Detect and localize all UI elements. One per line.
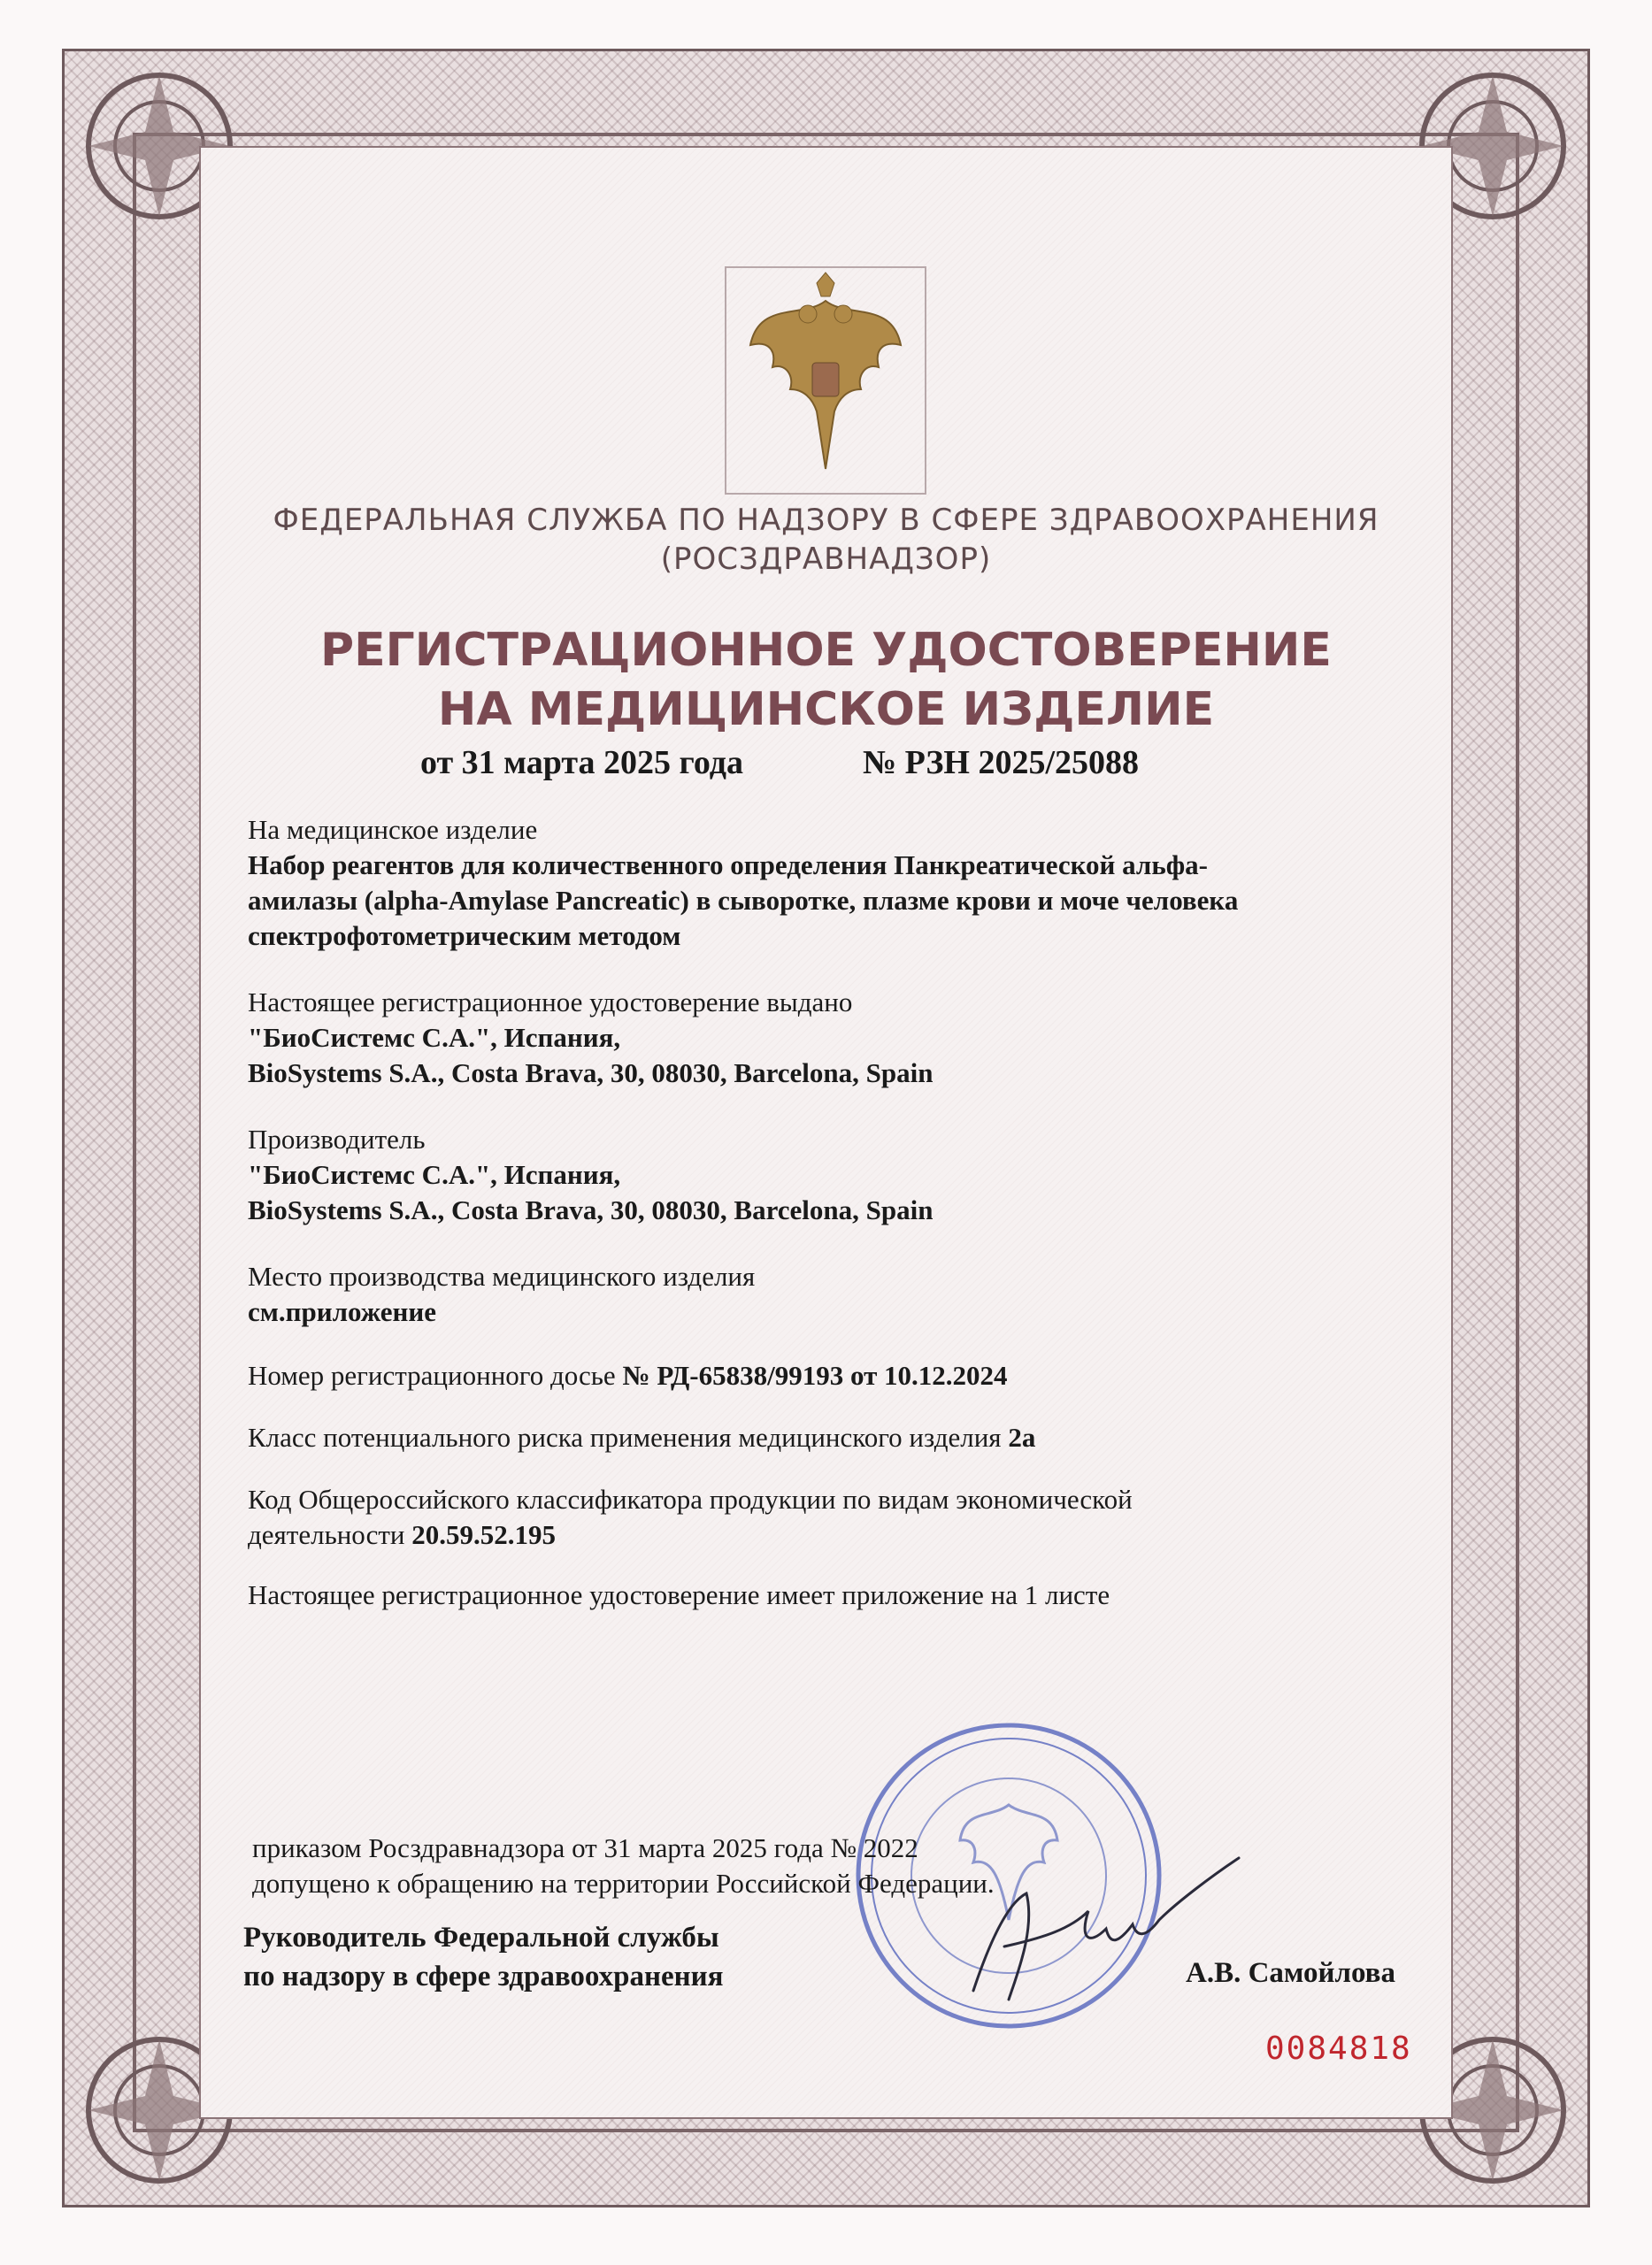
- issued-to-section: [248, 985, 1460, 1091]
- okpd-section: [248, 1482, 1460, 1553]
- production-site-label: Место производства медицинского изделия: [248, 1261, 756, 1292]
- signatory-position-line1: Руководитель Федеральной службы: [243, 1922, 719, 1954]
- manufacturer-section: [248, 1122, 1460, 1228]
- okpd-value: 20.59.52.195: [411, 1519, 556, 1550]
- device-label: На медицинское изделие: [248, 814, 538, 845]
- device-section: [248, 812, 1460, 954]
- device-name-line1: Набор реагентов для количественного определения Панкреатической альфа-: [248, 849, 1208, 880]
- signatory-name: А.В. Самойлова: [1186, 1957, 1395, 1989]
- agency-abbreviation: (РОСЗДРАВНАДЗОР): [660, 541, 992, 577]
- risk-class-section: [248, 1420, 1460, 1455]
- manufacturer-line1: "БиоСистемс С.А.", Испания,: [248, 1159, 621, 1190]
- production-site-value: см.приложение: [248, 1296, 437, 1327]
- manufacturer-label: Производитель: [248, 1124, 426, 1155]
- order-line1: приказом Росздравнадзора от 31 марта 2025 года № 2022: [252, 1832, 918, 1863]
- manufacturer-line2: BioSystems S.A., Costa Brava, 30, 08030, Barcelona, Spain: [248, 1194, 934, 1225]
- device-name-line2: амилазы (alpha-Amylase Pancreatic) в сыворотке, плазме крови и моче человека: [248, 885, 1239, 916]
- dossier-section: [248, 1358, 1460, 1394]
- registration-number: № РЗН 2025/25088: [863, 744, 1140, 781]
- document-title-line2: НА МЕДИЦИНСКОЕ ИЗДЕЛИЕ: [437, 683, 1215, 736]
- dossier-label: Номер регистрационного досье: [248, 1360, 623, 1391]
- coat-of-arms-emblem: [724, 265, 927, 495]
- issue-date: от 31 марта 2025 года: [420, 744, 743, 781]
- production-site-section: [248, 1259, 1460, 1330]
- signatory-position: [243, 1918, 724, 1996]
- okpd-label-line2: деятельности: [248, 1519, 412, 1550]
- serial-number: 0084818: [1265, 2031, 1412, 2067]
- issued-to-label: Настоящее регистрационное удостоверение выдано: [248, 987, 853, 1017]
- device-name-line3: спектрофотометрическим методом: [248, 920, 681, 951]
- risk-class-value: 2а: [1008, 1422, 1036, 1453]
- agency-name: ФЕДЕРАЛЬНАЯ СЛУЖБА ПО НАДЗОРУ В СФЕРЕ ЗДРАВООХРАНЕНИЯ: [273, 503, 1379, 538]
- document-title-line1: РЕГИСТРАЦИОННОЕ УДОСТОВЕРЕНИЕ: [320, 624, 1332, 677]
- signatory-position-line2: по надзору в сфере здравоохранения: [243, 1961, 724, 1992]
- risk-class-label: Класс потенциального риска применения медицинского изделия: [248, 1422, 1009, 1453]
- appendix-note: Настоящее регистрационное удостоверение имеет приложение на 1 листе: [248, 1579, 1110, 1610]
- dossier-value: № РД-65838/99193 от 10.12.2024: [622, 1360, 1008, 1391]
- issued-to-line1: "БиоСистемс С.А.", Испания,: [248, 1022, 621, 1053]
- okpd-label-line1: Код Общероссийского классификатора продукции по видам экономической: [248, 1484, 1133, 1515]
- issued-to-line2: BioSystems S.A., Costa Brava, 30, 08030, Barcelona, Spain: [248, 1057, 934, 1088]
- order-line2: допущено к обращению на территории Российской Федерации.: [252, 1868, 995, 1899]
